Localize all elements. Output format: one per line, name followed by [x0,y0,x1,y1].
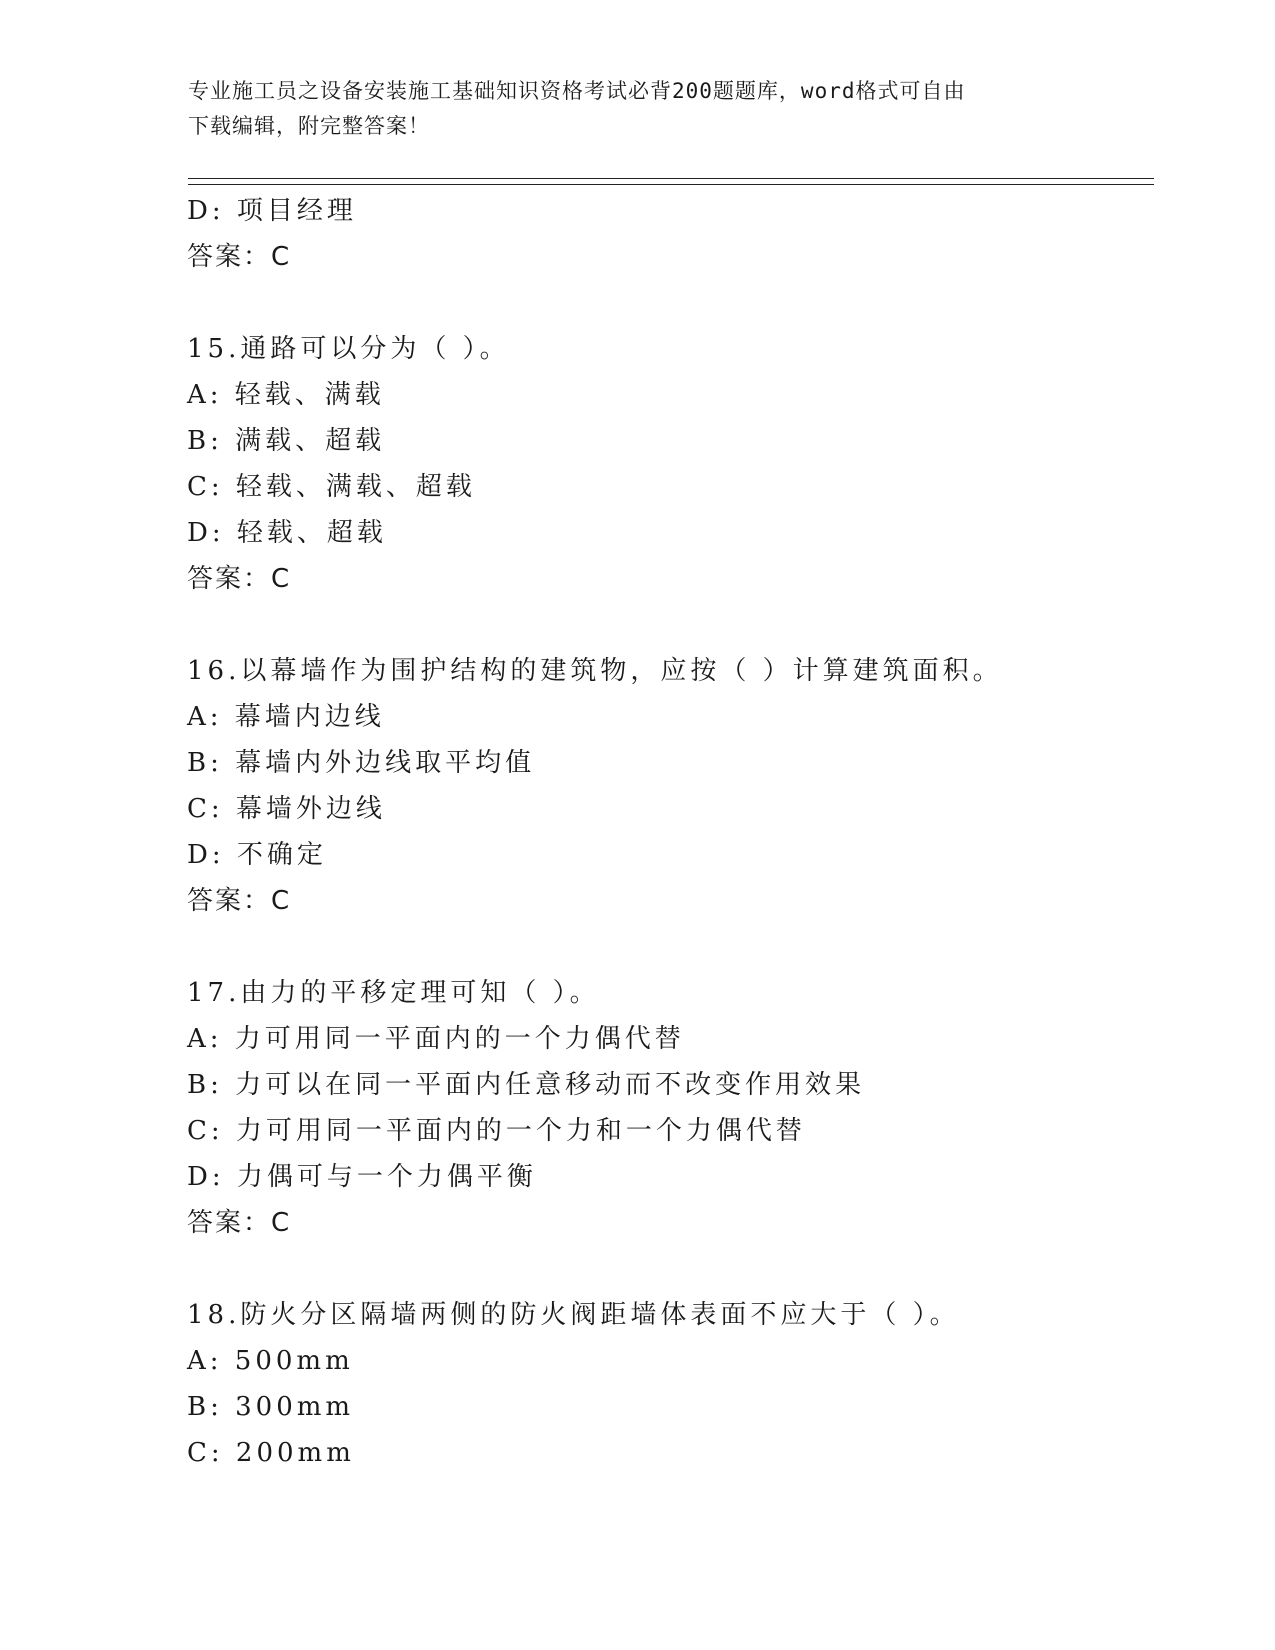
prev-option-d: D: 项目经理 [187,196,357,226]
answer: 答案：C [187,1208,292,1238]
header-rule-bottom [188,184,1154,185]
option-c: C: 力可用同一平面内的一个力和一个力偶代替 [187,1116,806,1146]
option-d: D: 不确定 [187,840,327,870]
option-a: A: 500mm [187,1346,354,1376]
question-stem: 17.由力的平移定理可知（ ）。 [187,978,600,1008]
question-18 [187,1292,1137,1476]
option-c: C: 幕墙外边线 [187,794,386,824]
option-b: B: 满载、超载 [187,426,386,456]
document-header [188,74,1068,144]
option-b: B: 300mm [187,1392,355,1422]
question-stem: 15.通路可以分为（ ）。 [187,334,510,364]
answer: 答案：C [187,886,292,916]
header-line-2: 下载编辑，附完整答案！ [188,114,430,138]
spacer [187,280,1137,326]
option-a: A: 幕墙内边线 [187,702,385,732]
option-c: C: 轻载、满载、超载 [187,472,476,502]
question-stem: 16.以幕墙作为围护结构的建筑物，应按（ ）计算建筑面积。 [187,656,1003,686]
prev-answer: 答案：C [187,242,292,272]
spacer [187,602,1137,648]
option-d: D: 力偶可与一个力偶平衡 [187,1162,537,1192]
spacer [187,1246,1137,1292]
option-b: B: 幕墙内外边线取平均值 [187,748,536,778]
option-b: B: 力可以在同一平面内任意移动而不改变作用效果 [187,1070,866,1100]
answer: 答案：C [187,564,292,594]
question-15 [187,326,1137,602]
question-stem: 18.防火分区隔墙两侧的防火阀距墙体表面不应大于（ ）。 [187,1300,960,1330]
option-c: C: 200mm [187,1438,355,1468]
option-a: A: 力可用同一平面内的一个力偶代替 [187,1024,685,1054]
header-line-1: 专业施工员之设备安装施工基础知识资格考试必背200题题库，word格式可自由 [188,79,966,103]
question-17 [187,970,1137,1246]
question-list [187,188,1137,1476]
option-a: A: 轻载、满载 [187,380,385,410]
header-rule-top [188,178,1154,179]
spacer [187,924,1137,970]
question-16 [187,648,1137,924]
option-d: D: 轻载、超载 [187,518,387,548]
